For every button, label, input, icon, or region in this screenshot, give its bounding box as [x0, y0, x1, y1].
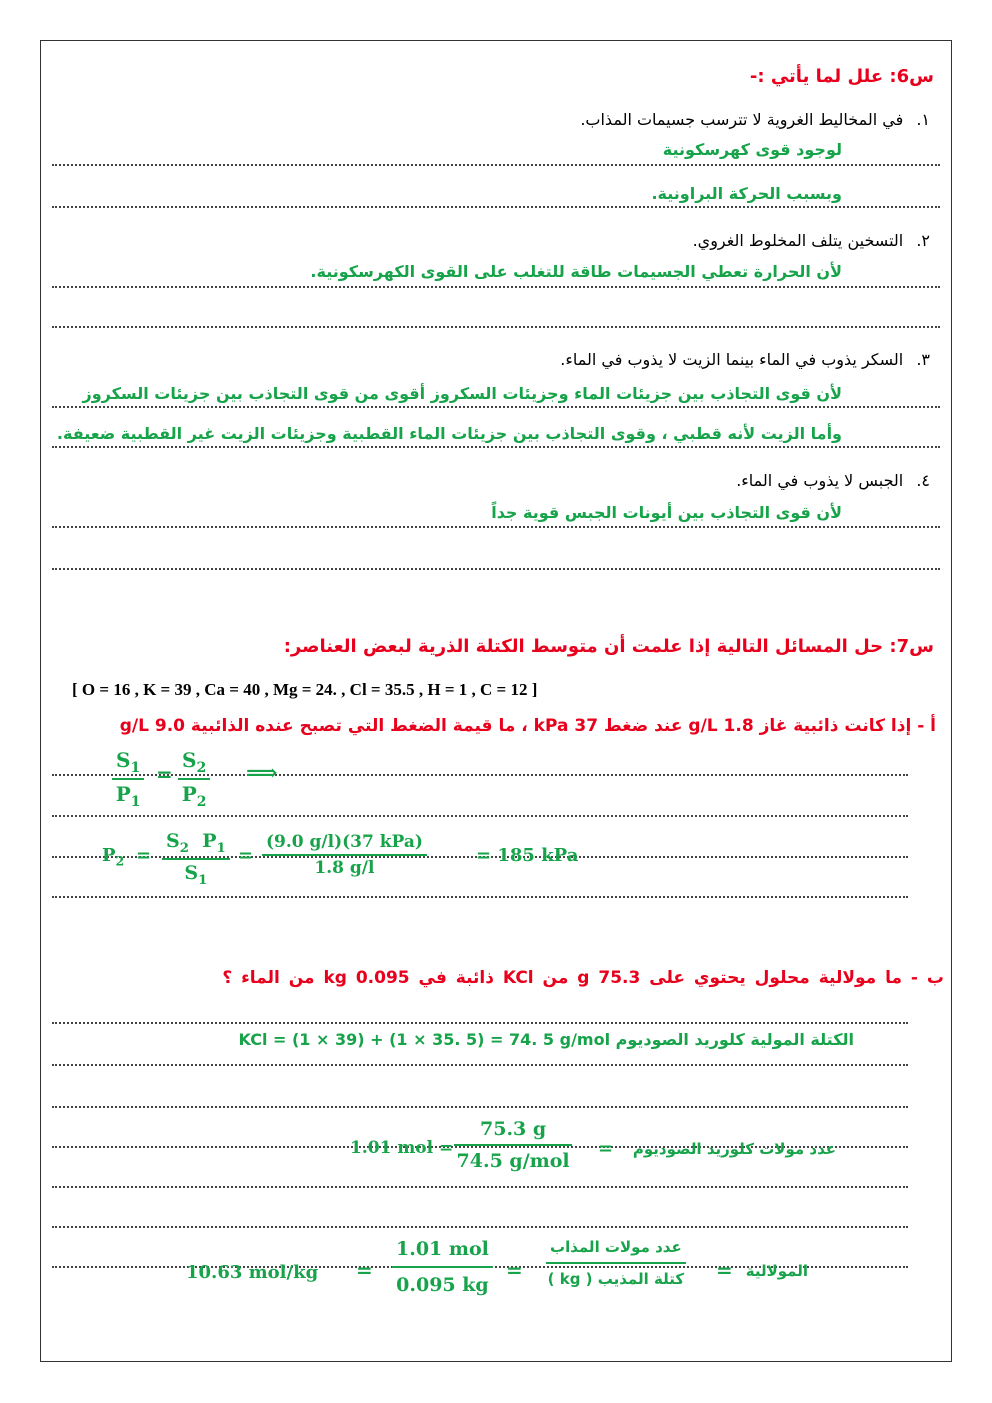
- q6-item3-answer1: لأن قوى التجاذب بين جزيئات الماء وجزيئات السكروز أقوى من قوى التجاذب بين جزيئات السكروز: [82, 384, 842, 403]
- q6-item2-num: ٢.: [916, 231, 930, 250]
- formula-s1-p1: [112, 748, 144, 810]
- answer-line: [52, 896, 908, 898]
- q7-title: س7: حل المسائل التالية إذا علمت أن متوسط الكتلة الذرية لبعض العناصر:: [283, 636, 934, 657]
- q7b-question: ب - ما مولالية محلول يحتوي على 75.3 g من KCl ذائبة في 0.095 kg من الماء ؟: [222, 968, 944, 988]
- equals: =: [238, 845, 254, 866]
- moles-fraction-num: 75.3 g: [454, 1118, 572, 1146]
- molality-num-value: 1.01 mol: [392, 1238, 493, 1268]
- molality-equals-1: =: [356, 1258, 373, 1282]
- molality-equals-2: =: [506, 1258, 523, 1282]
- molality-label: المولالية: [745, 1262, 808, 1280]
- formula-equals: =: [156, 762, 173, 786]
- q6-item1-text: في المخاليط الغروية لا تترسب جسيمات المذاب.: [580, 110, 904, 129]
- p2-lhs: [102, 845, 124, 869]
- molality-fraction-words: [546, 1238, 686, 1288]
- molar-mass-line: الكتلة المولية كلوريد الصوديوم KCl = (1 × 39) + (1 × 35. 5) = 74. 5 g/mol: [238, 1030, 854, 1049]
- s1-sub: 1: [198, 872, 208, 888]
- s2: S: [166, 830, 180, 852]
- q6-item2-answer1: لأن الحرارة تعطي الجسيمات طاقة للتغلب على القوى الكهرسكونية.: [310, 262, 842, 281]
- p1: P: [115, 782, 131, 806]
- answer-line: [52, 526, 940, 528]
- molality-result: 10.63 mol/kg: [186, 1262, 319, 1283]
- moles-fraction: [454, 1118, 572, 1172]
- q6-item1: [580, 110, 930, 129]
- q6-item3: [560, 350, 930, 369]
- q6-item4: [736, 471, 930, 490]
- fraction-values: [262, 832, 427, 878]
- molality-den-value: 0.095 kg: [396, 1274, 489, 1296]
- answer-line: [52, 164, 940, 166]
- s2: S: [182, 748, 197, 772]
- answer-line: [52, 1022, 908, 1024]
- atomic-masses: [ O = 16 , K = 39 , Ca = 40 , Mg = 24. , Cl = 35.5 , H = 1 , C = 12 ]: [72, 680, 538, 699]
- answer-line: [52, 568, 940, 570]
- q7a-question: أ - إذا كانت ذائبية غاز 1.8 g/L عند ضغط 37 kPa ، ما قيمة الضغط التي تصبح عنده الذائبية 9.0 g/L: [119, 716, 936, 736]
- p1-sub: 1: [216, 840, 226, 856]
- p2: P: [181, 782, 197, 806]
- implies-arrow: ⟹: [246, 760, 278, 786]
- moles-result: 1.01 mol =: [350, 1138, 454, 1158]
- answer-line: [52, 206, 940, 208]
- s1-sub: 1: [130, 760, 141, 776]
- q6-item2-text: التسخين يتلف المخلوط الغروي.: [692, 231, 904, 250]
- s1: S: [184, 861, 199, 884]
- p1: P: [202, 830, 217, 852]
- answer-line: [52, 1106, 908, 1108]
- p2-result: = 185 kPa: [476, 845, 579, 866]
- formula-s2-p2: [178, 748, 210, 810]
- answer-line: [52, 406, 940, 408]
- q6-item3-num: ٣.: [916, 350, 930, 369]
- molality-equals-3: =: [716, 1258, 733, 1282]
- p2-sub: 2: [196, 794, 207, 810]
- fraction-values-den: 1.8 g/l: [314, 858, 375, 878]
- q6-item1-answer1: لوجود قوى كهرسكونية: [662, 140, 842, 159]
- q6-item3-answer2: وأما الزيت لأنه قطبي ، وقوى التجاذب بين جزيئات الماء القطبية وجزيئات الزيت غير القطبية ضعيفة.: [56, 424, 842, 443]
- p2-symbol: P: [102, 845, 116, 866]
- p2-equals: =: [136, 845, 152, 866]
- p1-sub: 1: [130, 794, 141, 810]
- moles-fraction-den: 74.5 g/mol: [456, 1150, 570, 1172]
- q6-item1-num: ١.: [916, 110, 930, 129]
- q6-item2: [693, 231, 930, 250]
- answer-line: [52, 286, 940, 288]
- p2-symbol-sub: 2: [115, 853, 125, 869]
- s1: S: [116, 748, 131, 772]
- answer-line: [52, 815, 908, 817]
- molality-den-word: كتلة المذيب ( kg ): [547, 1270, 685, 1288]
- molality-fraction-values: [392, 1238, 493, 1296]
- answer-line: [52, 446, 940, 448]
- q6-title: س6: علل لما يأتي :-: [749, 66, 934, 87]
- s2-sub: 2: [179, 840, 189, 856]
- moles-equals: =: [598, 1138, 614, 1159]
- q6-item4-text: الجبس لا يذوب في الماء.: [736, 471, 904, 490]
- answer-line: [52, 1226, 908, 1228]
- answer-line: [52, 326, 940, 328]
- q6-item4-answer1: لأن قوى التجاذب بين أيونات الجبس قوية جداً: [491, 503, 842, 522]
- s2-sub: 2: [196, 760, 207, 776]
- fraction-s2p1-s1: [162, 830, 230, 888]
- answer-line: [52, 1064, 908, 1066]
- fraction-values-num: (9.0 g/l)(37 kPa): [262, 832, 427, 856]
- q6-item3-text: السكر يذوب في الماء بينما الزيت لا يذوب في الماء.: [560, 350, 904, 369]
- q6-item4-num: ٤.: [916, 471, 930, 490]
- molality-num-word: عدد مولات المذاب: [546, 1238, 686, 1264]
- answer-line: [52, 1186, 908, 1188]
- q6-item1-answer2: وبسبب الحركة البراونية.: [651, 184, 842, 203]
- moles-label: عدد مولات كلوريد الصوديوم: [632, 1140, 836, 1158]
